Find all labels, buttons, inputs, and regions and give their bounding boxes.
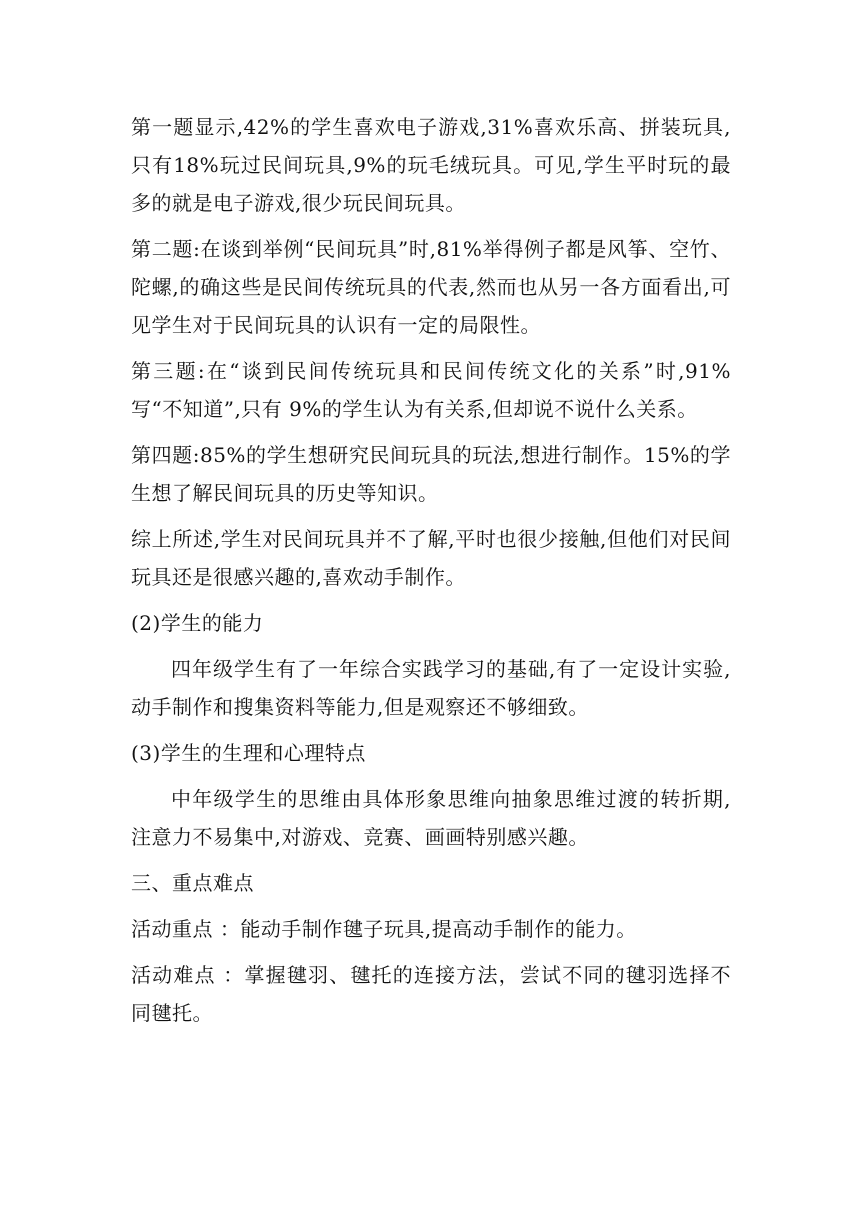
paragraph-q2-result: 第二题:在谈到举例“民间玩具”时,81%举得例子都是风筝、空竹、陀螺,的确这些是民间传统玩具的代表,然而也从另一各方面看出,可见学生对于民间玩具的认识有一定的局限性。 xyxy=(131,237,731,337)
heading-student-ability: (2)学生的能力 xyxy=(131,611,264,635)
heading-key-difficult-points: 三、重点难点 xyxy=(131,871,254,895)
paragraph-difficult-point: 活动难点 ：掌握毽羽、毽托的连接方法，尝试不同的毽羽选择不同毽托。 xyxy=(131,963,731,1025)
document-body xyxy=(131,108,731,1040)
heading-physio-psych: (3)学生的生理和心理特点 xyxy=(131,741,366,765)
paragraph-q3-result: 第三题:在“谈到民间传统玩具和民间传统文化的关系”时,91%写“不知道”,只有 9%的学生认为有关系,但却说不说什么关系。 xyxy=(131,359,731,421)
paragraph-key-point: 活动重点 ：能动手制作毽子玩具,提高动手制作的能力。 xyxy=(131,917,637,941)
paragraph-physio-psych: 中年级学生的思维由具体形象思维向抽象思维过渡的转折期,注意力不易集中,对游戏、竞赛、画画特别感兴趣。 xyxy=(131,787,731,849)
paragraph-summary: 综上所述,学生对民间玩具并不了解,平时也很少接触,但他们对民间玩具还是很感兴趣的,喜欢动手制作。 xyxy=(131,527,731,589)
paragraph-student-ability: 四年级学生有了一年综合实践学习的基础,有了一定设计实验,动手制作和搜集资料等能力,但是观察还不够细致。 xyxy=(131,657,731,719)
paragraph-q1-result: 第一题显示,42%的学生喜欢电子游戏,31%喜欢乐高、拼装玩具,只有18%玩过民间玩具,9%的玩毛绒玩具。可见,学生平时玩的最多的就是电子游戏,很少玩民间玩具。 xyxy=(131,115,731,215)
paragraph-q4-result: 第四题:85%的学生想研究民间玩具的玩法,想进行制作。15%的学生想了解民间玩具的历史等知识。 xyxy=(131,443,731,505)
